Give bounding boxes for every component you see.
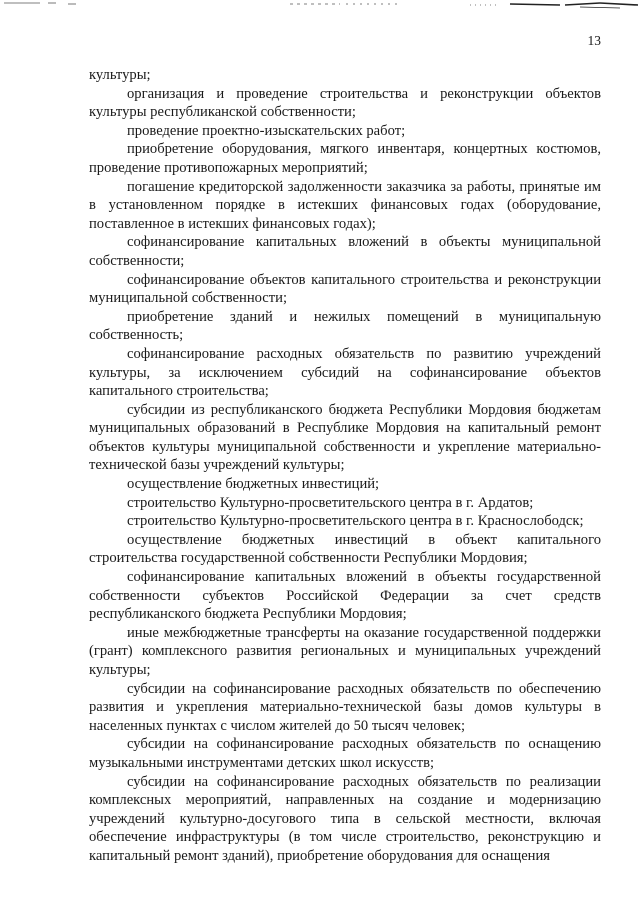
paragraph: софинансирование капитальных вложений в объекты муниципальной собственности; (89, 234, 601, 269)
paragraph: организация и проведение строительства и реконструкции объектов культуры республиканской собственности; (89, 85, 601, 121)
paragraph: строительство Культурно-просветительского центра в г. Ардатов; (127, 494, 534, 511)
paragraph: субсидии на софинансирование расходных обязательств по оснащению музыкальными инструментами детских школ искусств; (89, 736, 601, 771)
paragraph: софинансирование капитальных вложений в объекты государственной собственности субъектов Российской Федерации за счет средств республиканского бюджета Республики Мордовия; (89, 569, 601, 623)
paragraph: софинансирование объектов капитального строительства и реконструкции муниципальной собственности; (89, 271, 601, 307)
paragraph: приобретение оборудования, мягкого инвентаря, концертных костюмов, проведение противопожарных мероприятий; (89, 141, 601, 176)
paragraph: иные межбюджетные трансферты на оказание государственной поддержки (грант) комплексного развития региональных и муниципальных учреждений культуры; (89, 624, 601, 678)
scan-noise-marks (0, 0, 640, 14)
paragraph: культуры; (89, 67, 151, 83)
page-number: 13 (587, 33, 601, 48)
paragraph: осуществление бюджетных инвестиций; (127, 476, 380, 493)
paragraph: проведение проектно-изыскательских работ; (127, 122, 406, 139)
paragraph: приобретение зданий и нежилых помещений в муниципальную собственность; (89, 308, 601, 344)
document-body (89, 66, 601, 866)
paragraph: субсидии на софинансирование расходных обязательств по обеспечению развития и укрепления материально-технической базы домов культуры в населенных пунктах с числом жителей до 50 тысяч человек; (89, 680, 601, 734)
paragraph: погашение кредиторской задолженности заказчика за работы, принятые им в установленном порядке в истекших финансовых годах (оборудование, поставленное в истекших финансовых годах); (89, 178, 601, 232)
paragraph: осуществление бюджетных инвестиций в объект капитального строительства государственной собственности Республики Мордовия; (89, 531, 601, 567)
paragraph: субсидии из республиканского бюджета Республики Мордовия бюджетам муниципальных образований в Республике Мордовия на капитальный ремонт объектов культуры муниципальной собственности и укрепление материально-технической базы учреждений культуры; (89, 401, 601, 474)
paragraph: софинансирование расходных обязательств по развитию учреждений культуры, за исключением субсидий на софинансирование объектов капитального строительства; (89, 345, 601, 400)
paragraph: строительство Культурно-просветительского центра в г. Краснослободск; (127, 513, 584, 530)
paragraph: субсидии на софинансирование расходных обязательств по реализации комплексных мероприятий, направленных на создание и модернизацию учреждений культурно-досугового типа в сельской местности, включая обеспечение инфраструктуры (в том числе строительство, реконструкцию и капитальный ремонт зданий), приобретение оборудования для оснащения (89, 773, 601, 864)
